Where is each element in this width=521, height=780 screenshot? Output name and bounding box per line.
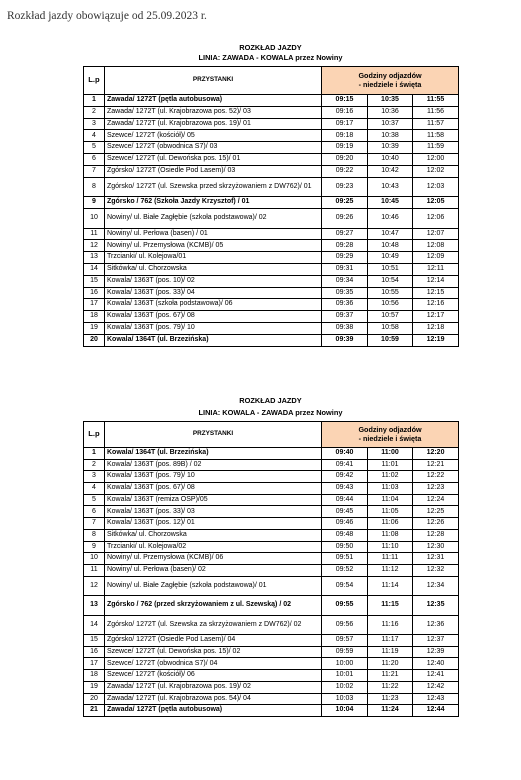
table-row (84, 130, 459, 142)
table-row (84, 494, 459, 506)
row-number: 1 (84, 448, 105, 460)
stop-name: Szewce/ 1272T (ul. Dewońska pos. 15)/ 02 (105, 646, 322, 658)
stop-name: Nowiny/ ul. Perłowa (basen) / 01 (105, 228, 322, 240)
row-number: 3 (84, 471, 105, 483)
departure-time-2: 11:24 (368, 705, 413, 717)
table-row (84, 228, 459, 240)
departure-time-2: 11:15 (368, 596, 413, 616)
stop-name: Nowiny/ ul. Białe Zagłębie (szkoła podstawowa)/ 01 (105, 576, 322, 596)
column-header-stops: PRZYSTANKI (105, 67, 322, 95)
stop-name: Zgórsko / 762 (Szkoła Jazdy Krzysztof) / 01 (105, 197, 322, 209)
stop-name: Kowala/ 1364T (ul. Brzezińska) (105, 448, 322, 460)
table-row (84, 483, 459, 495)
table-row (84, 252, 459, 264)
stop-name: Trzcianki/ ul. Kolejowa/01 (105, 252, 322, 264)
departure-time-3: 12:07 (413, 228, 459, 240)
timetable-1-subtitle: LINIA: ZAWADA - KOWALA przez Nowiny (198, 53, 343, 62)
row-number: 2 (84, 106, 105, 118)
row-number: 15 (84, 635, 105, 647)
departure-time-1: 10:01 (322, 670, 368, 682)
stop-name: Szewce/ 1272T (kościół)/ 05 (105, 130, 322, 142)
departure-time-2: 10:54 (368, 275, 413, 287)
stop-name: Szewce/ 1272T (ul. Dewońska pos. 15)/ 01 (105, 153, 322, 165)
table-row (84, 529, 459, 541)
stop-name: Sitkówka/ ul. Chorzowska (105, 263, 322, 275)
stop-name: Zawada/ 1272T (pętla autobusowa) (105, 705, 322, 717)
departure-time-2: 11:00 (368, 448, 413, 460)
timetable-1-title: ROZKŁAD JAZDY (239, 43, 302, 52)
stop-name: Kowala/ 1363T (pos. 79)/ 10 (105, 471, 322, 483)
departure-time-1: 09:43 (322, 483, 368, 495)
departure-time-3: 12:15 (413, 287, 459, 299)
table-row (84, 705, 459, 717)
departure-time-2: 11:01 (368, 459, 413, 471)
row-number: 13 (84, 596, 105, 616)
departure-time-1: 09:22 (322, 165, 368, 177)
departure-time-1: 09:20 (322, 153, 368, 165)
departure-time-2: 11:05 (368, 506, 413, 518)
departure-time-1: 09:25 (322, 197, 368, 209)
row-number: 5 (84, 494, 105, 506)
departure-time-3: 12:39 (413, 646, 459, 658)
table-row (84, 177, 459, 197)
departure-time-1: 09:38 (322, 322, 368, 334)
departure-time-2: 11:16 (368, 615, 413, 635)
departure-time-1: 10:04 (322, 705, 368, 717)
row-number: 12 (84, 576, 105, 596)
departure-time-3: 12:23 (413, 483, 459, 495)
table-row (84, 670, 459, 682)
departure-time-1: 09:52 (322, 564, 368, 576)
departure-time-2: 11:12 (368, 564, 413, 576)
stop-name: Kowala/ 1363T (pos. 79)/ 10 (105, 322, 322, 334)
departure-time-1: 09:45 (322, 506, 368, 518)
departure-time-3: 11:55 (413, 95, 459, 107)
stop-name: Zawada/ 1272T (ul. Krajobrazowa pos. 19)/ 01 (105, 118, 322, 130)
row-number: 19 (84, 322, 105, 334)
departure-time-2: 11:21 (368, 670, 413, 682)
departure-time-3: 11:57 (413, 118, 459, 130)
departure-time-2: 11:17 (368, 635, 413, 647)
departure-time-2: 11:06 (368, 518, 413, 530)
departure-time-2: 11:14 (368, 576, 413, 596)
departure-time-2: 10:47 (368, 228, 413, 240)
stop-name: Trzcianki/ ul. Kolejowa/02 (105, 541, 322, 553)
row-number: 8 (84, 177, 105, 197)
stop-name: Szewce/ 1272T (obwodnica S7)/ 04 (105, 658, 322, 670)
stop-name: Kowala/ 1363T (pos. 12)/ 01 (105, 518, 322, 530)
departure-time-2: 10:51 (368, 263, 413, 275)
departure-time-1: 09:15 (322, 95, 368, 107)
table-row (84, 615, 459, 635)
departure-time-3: 12:34 (413, 576, 459, 596)
row-number: 17 (84, 299, 105, 311)
departure-time-1: 09:57 (322, 635, 368, 647)
departure-time-2: 11:23 (368, 693, 413, 705)
departure-time-2: 10:40 (368, 153, 413, 165)
table-row (84, 471, 459, 483)
stop-name: Zawada/ 1272T (ul. Krajobrazowa pos. 52)/ 03 (105, 106, 322, 118)
departure-time-1: 09:18 (322, 130, 368, 142)
departure-time-2: 11:03 (368, 483, 413, 495)
departure-time-2: 10:58 (368, 322, 413, 334)
table-row (84, 153, 459, 165)
stop-name: Zgórsko / 762 (przed skrzyżowaniem z ul. Szewską) / 02 (105, 596, 322, 616)
row-number: 11 (84, 228, 105, 240)
row-number: 21 (84, 705, 105, 717)
row-number: 20 (84, 334, 105, 346)
departure-time-2: 10:57 (368, 311, 413, 323)
validity-notice: Rozkład jazdy obowiązuje od 25.09.2023 r. (7, 10, 207, 22)
row-number: 9 (84, 541, 105, 553)
departure-time-1: 10:00 (322, 658, 368, 670)
departure-time-1: 09:54 (322, 576, 368, 596)
departure-time-2: 11:08 (368, 529, 413, 541)
timetable-2-title: ROZKŁAD JAZDY (239, 396, 302, 405)
stop-name: Zgórsko/ 1272T (Osiedle Pod Lasem)/ 04 (105, 635, 322, 647)
table-row (84, 541, 459, 553)
departure-time-3: 12:32 (413, 564, 459, 576)
departure-time-1: 09:35 (322, 287, 368, 299)
row-number: 8 (84, 529, 105, 541)
departure-time-3: 12:25 (413, 506, 459, 518)
table-row (84, 263, 459, 275)
departure-time-1: 09:16 (322, 106, 368, 118)
stop-name: Zawada/ 1272T (ul. Krajobrazowa pos. 54)/ 04 (105, 693, 322, 705)
departure-time-1: 09:26 (322, 208, 368, 228)
row-number: 7 (84, 165, 105, 177)
departure-time-2: 11:04 (368, 494, 413, 506)
table-row (84, 334, 459, 346)
departure-time-1: 09:48 (322, 529, 368, 541)
departure-time-2: 10:59 (368, 334, 413, 346)
table-row (84, 564, 459, 576)
departure-time-3: 12:41 (413, 670, 459, 682)
stop-name: Kowala/ 1363T (pos. 67)/ 08 (105, 483, 322, 495)
table-row (84, 658, 459, 670)
departure-time-1: 09:55 (322, 596, 368, 616)
departure-time-3: 12:02 (413, 165, 459, 177)
departure-time-1: 09:36 (322, 299, 368, 311)
departure-time-3: 12:31 (413, 553, 459, 565)
table-row (84, 635, 459, 647)
departure-time-3: 12:05 (413, 197, 459, 209)
departure-time-3: 12:36 (413, 615, 459, 635)
table-row (84, 553, 459, 565)
departure-time-2: 10:49 (368, 252, 413, 264)
departure-time-1: 09:42 (322, 471, 368, 483)
row-number: 7 (84, 518, 105, 530)
departure-time-1: 09:39 (322, 334, 368, 346)
departure-time-1: 09:56 (322, 615, 368, 635)
row-number: 5 (84, 142, 105, 154)
table-row (84, 322, 459, 334)
table-row (84, 311, 459, 323)
row-number: 12 (84, 240, 105, 252)
stop-name: Kowala/ 1363T (pos. 89B) / 02 (105, 459, 322, 471)
table-row (84, 106, 459, 118)
stop-name: Zgórsko/ 1272T (ul. Szewska za skrzyżowaniem z DW762)/ 02 (105, 615, 322, 635)
table-row (84, 142, 459, 154)
departure-time-3: 12:17 (413, 311, 459, 323)
departure-time-1: 09:19 (322, 142, 368, 154)
row-number: 20 (84, 693, 105, 705)
stop-name: Nowiny/ ul. Białe Zagłębie (szkoła podstawowa)/ 02 (105, 208, 322, 228)
departure-time-3: 12:35 (413, 596, 459, 616)
departure-time-2: 11:10 (368, 541, 413, 553)
timetable-1 (83, 66, 459, 347)
departure-time-1: 09:50 (322, 541, 368, 553)
departure-time-2: 10:37 (368, 118, 413, 130)
row-number: 19 (84, 681, 105, 693)
departure-time-3: 12:40 (413, 658, 459, 670)
table-row (84, 518, 459, 530)
table-row (84, 118, 459, 130)
departure-time-1: 09:28 (322, 240, 368, 252)
departure-time-1: 09:17 (322, 118, 368, 130)
departure-time-3: 11:56 (413, 106, 459, 118)
column-header-lp: L.p (84, 422, 105, 448)
departure-time-2: 11:22 (368, 681, 413, 693)
departure-time-3: 12:19 (413, 334, 459, 346)
row-number: 14 (84, 263, 105, 275)
table-row (84, 646, 459, 658)
departure-time-1: 09:40 (322, 448, 368, 460)
row-number: 16 (84, 646, 105, 658)
timetable-2-subtitle: LINIA: KOWALA - ZAWADA przez Nowiny (198, 408, 343, 417)
stop-name: Szewce/ 1272T (kościół)/ 06 (105, 670, 322, 682)
row-number: 4 (84, 483, 105, 495)
departure-time-1: 09:41 (322, 459, 368, 471)
departure-time-2: 10:56 (368, 299, 413, 311)
row-number: 2 (84, 459, 105, 471)
stop-name: Kowala/ 1363T (pos. 10)/ 02 (105, 275, 322, 287)
departure-time-3: 12:43 (413, 693, 459, 705)
row-number: 1 (84, 95, 105, 107)
row-number: 16 (84, 287, 105, 299)
departure-time-1: 10:02 (322, 681, 368, 693)
row-number: 13 (84, 252, 105, 264)
stop-name: Zgórsko/ 1272T (ul. Szewska przed skrzyżowaniem z DW762)/ 01 (105, 177, 322, 197)
departure-time-2: 11:19 (368, 646, 413, 658)
departure-time-1: 09:51 (322, 553, 368, 565)
stop-name: Kowala/ 1363T (pos. 67)/ 08 (105, 311, 322, 323)
table-row (84, 240, 459, 252)
departure-time-2: 11:02 (368, 471, 413, 483)
departure-time-3: 12:09 (413, 252, 459, 264)
departure-time-1: 09:27 (322, 228, 368, 240)
departure-time-3: 12:03 (413, 177, 459, 197)
departure-time-3: 12:30 (413, 541, 459, 553)
departure-time-1: 09:59 (322, 646, 368, 658)
row-number: 18 (84, 670, 105, 682)
stop-name: Nowiny/ ul. Przemysłowa (KCMB)/ 05 (105, 240, 322, 252)
table-row (84, 448, 459, 460)
departure-time-3: 12:18 (413, 322, 459, 334)
table-row (84, 287, 459, 299)
column-header-lp: L.p (84, 67, 105, 95)
departure-time-2: 10:48 (368, 240, 413, 252)
departure-time-1: 09:34 (322, 275, 368, 287)
departure-time-2: 10:39 (368, 142, 413, 154)
departure-time-3: 12:00 (413, 153, 459, 165)
table-row (84, 197, 459, 209)
row-number: 10 (84, 208, 105, 228)
row-number: 6 (84, 506, 105, 518)
departure-time-3: 12:37 (413, 635, 459, 647)
departure-time-2: 10:36 (368, 106, 413, 118)
departure-time-3: 12:14 (413, 275, 459, 287)
departure-time-3: 12:42 (413, 681, 459, 693)
table-row (84, 596, 459, 616)
departure-time-1: 09:46 (322, 518, 368, 530)
departure-time-3: 12:20 (413, 448, 459, 460)
departure-time-3: 12:11 (413, 263, 459, 275)
departure-time-1: 09:31 (322, 263, 368, 275)
stop-name: Szewce/ 1272T (obwodnica S7)/ 03 (105, 142, 322, 154)
table-row (84, 165, 459, 177)
stop-name: Sitkówka/ ul. Chorzowska (105, 529, 322, 541)
row-number: 15 (84, 275, 105, 287)
column-header-stops: PRZYSTANKI (105, 422, 322, 448)
row-number: 10 (84, 553, 105, 565)
row-number: 3 (84, 118, 105, 130)
departure-time-2: 10:45 (368, 197, 413, 209)
departure-time-2: 11:20 (368, 658, 413, 670)
timetable-2 (83, 421, 459, 717)
departure-time-3: 12:06 (413, 208, 459, 228)
row-number: 17 (84, 658, 105, 670)
departure-time-3: 12:24 (413, 494, 459, 506)
departure-time-3: 11:59 (413, 142, 459, 154)
table-row (84, 506, 459, 518)
departure-time-1: 10:03 (322, 693, 368, 705)
departure-time-2: 10:42 (368, 165, 413, 177)
departure-time-3: 12:44 (413, 705, 459, 717)
stop-name: Kowala/ 1363T (pos. 33)/ 04 (105, 287, 322, 299)
table-row (84, 275, 459, 287)
stop-name: Kowala/ 1363T (pos. 33)/ 03 (105, 506, 322, 518)
table-row (84, 693, 459, 705)
departure-time-1: 09:37 (322, 311, 368, 323)
departure-time-1: 09:29 (322, 252, 368, 264)
stop-name: Zawada/ 1272T (pętla autobusowa) (105, 95, 322, 107)
departure-time-3: 12:21 (413, 459, 459, 471)
departure-time-1: 09:44 (322, 494, 368, 506)
row-number: 4 (84, 130, 105, 142)
departure-time-2: 10:35 (368, 95, 413, 107)
row-number: 9 (84, 197, 105, 209)
table-row (84, 95, 459, 107)
table-row (84, 208, 459, 228)
stop-name: Nowiny/ ul. Przemysłowa (KCMB)/ 06 (105, 553, 322, 565)
departure-time-2: 10:38 (368, 130, 413, 142)
stop-name: Nowiny/ ul. Perłowa (basen)/ 02 (105, 564, 322, 576)
table-row (84, 459, 459, 471)
stop-name: Zgórsko/ 1272T (Osiedle Pod Lasem)/ 03 (105, 165, 322, 177)
departure-time-3: 12:08 (413, 240, 459, 252)
column-header-departure-times: Godziny odjazdów - niedziele i święta (322, 67, 459, 95)
departure-time-2: 10:46 (368, 208, 413, 228)
table-row (84, 299, 459, 311)
stop-name: Kowala/ 1363T (szkoła podstawowa)/ 06 (105, 299, 322, 311)
stop-name: Kowala/ 1364T (ul. Brzezińska) (105, 334, 322, 346)
departure-time-3: 12:26 (413, 518, 459, 530)
departure-time-3: 12:28 (413, 529, 459, 541)
table-row (84, 576, 459, 596)
row-number: 18 (84, 311, 105, 323)
departure-time-1: 09:23 (322, 177, 368, 197)
column-header-departure-times: Godziny odjazdów - niedziele i święta (322, 422, 459, 448)
row-number: 11 (84, 564, 105, 576)
table-row (84, 681, 459, 693)
departure-time-2: 10:55 (368, 287, 413, 299)
row-number: 14 (84, 615, 105, 635)
departure-time-2: 10:43 (368, 177, 413, 197)
departure-time-2: 11:11 (368, 553, 413, 565)
departure-time-3: 12:16 (413, 299, 459, 311)
stop-name: Zawada/ 1272T (ul. Krajobrazowa pos. 19)/ 02 (105, 681, 322, 693)
stop-name: Kowala/ 1363T (remiza OSP)/05 (105, 494, 322, 506)
departure-time-3: 11:58 (413, 130, 459, 142)
departure-time-3: 12:22 (413, 471, 459, 483)
row-number: 6 (84, 153, 105, 165)
